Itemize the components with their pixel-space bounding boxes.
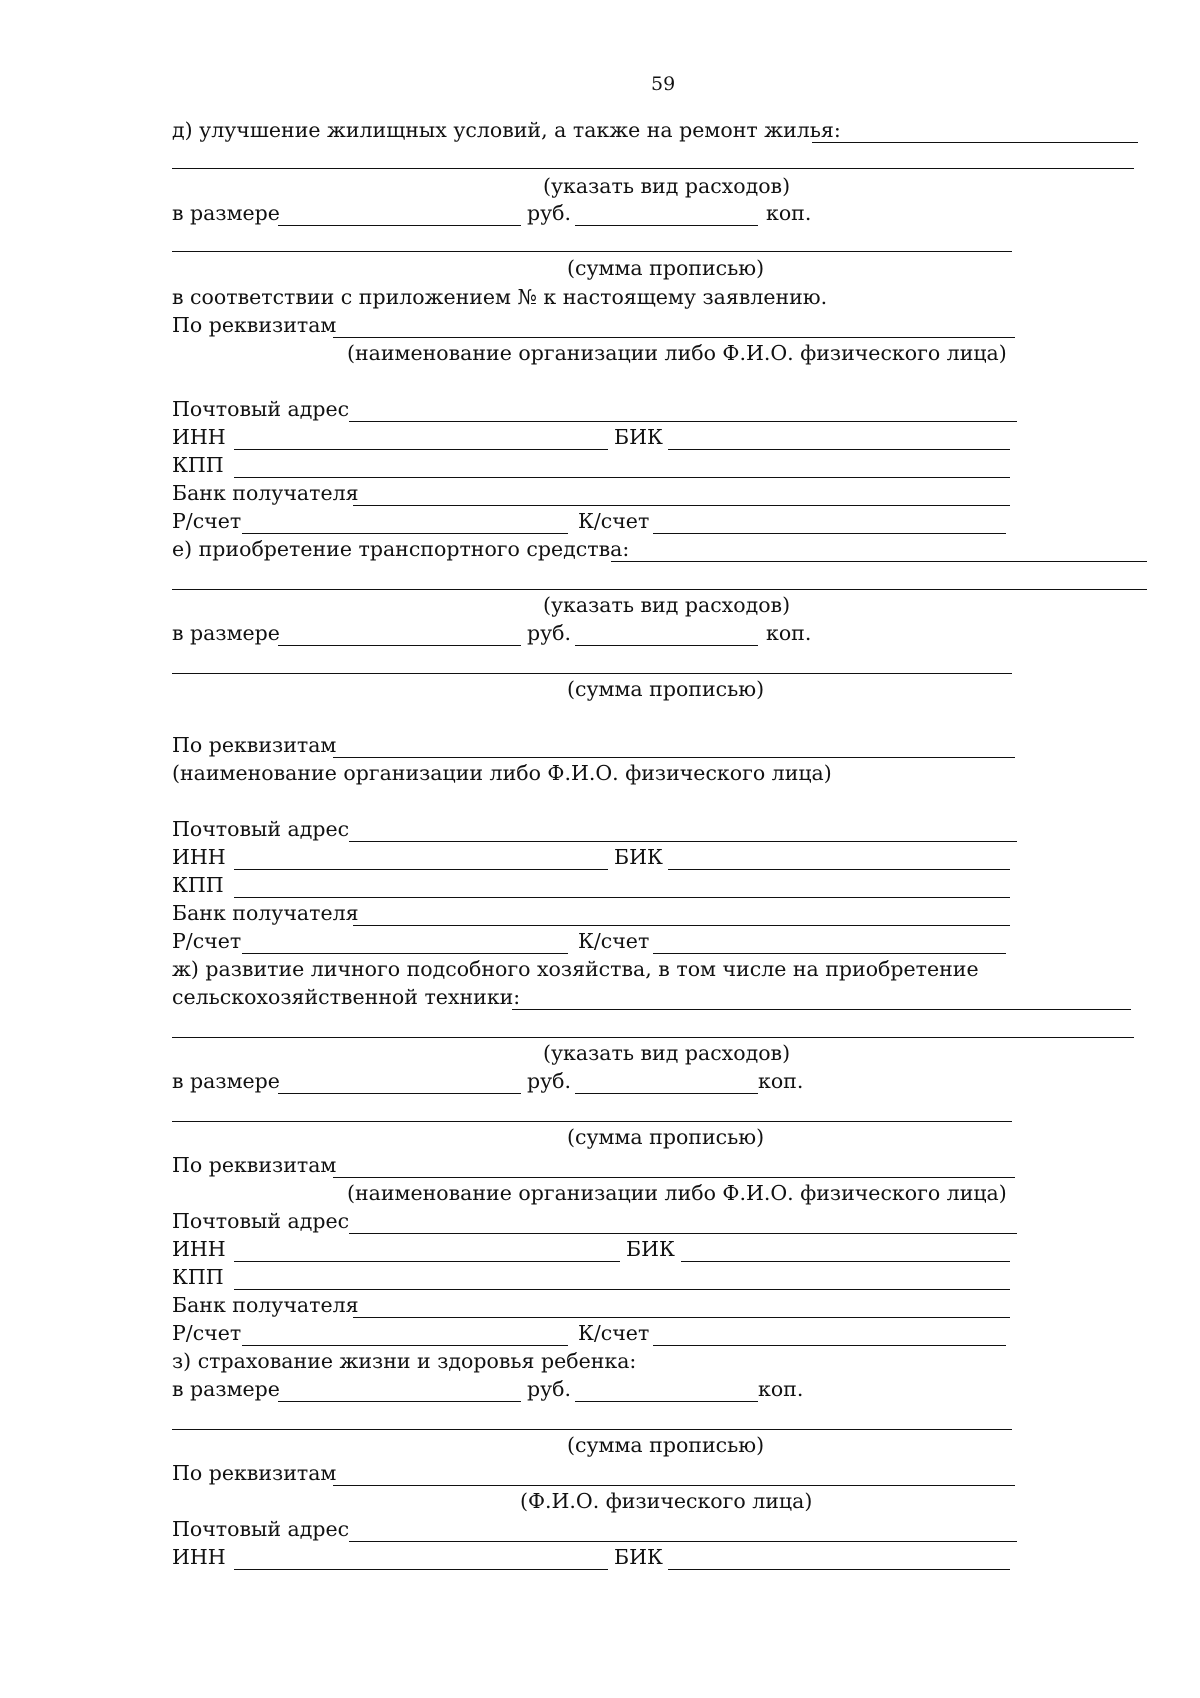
section-z-postal-field[interactable] (349, 1541, 1017, 1542)
section-e-rub-field[interactable] (278, 645, 521, 646)
section-d-requisites-caption: (наименование организации либо Ф.И.О. физического лица) (347, 341, 1007, 365)
section-d-bank-label: Банк получателя (172, 481, 359, 505)
section-d-expense-line-2[interactable] (172, 168, 1134, 169)
section-e-title: е) приобретение транспортного средства: (172, 537, 630, 561)
section-d-sum-line[interactable] (172, 251, 1012, 252)
page-number: 59 (651, 73, 676, 95)
section-d-bik-label: БИК (614, 425, 663, 449)
section-zh-kpp-label: КПП (172, 1265, 224, 1289)
section-zh-postal-label: Почтовый адрес (172, 1209, 350, 1233)
section-zh-corr-label: К/счет (578, 1321, 650, 1345)
section-d-title: д) улучшение жилищных условий, а также на ремонт жилья: (172, 118, 841, 142)
section-e-expense-line-1[interactable] (611, 561, 1147, 562)
section-d-corr-label: К/счет (578, 509, 650, 533)
section-e-expense-line-2[interactable] (172, 589, 1147, 590)
section-zh-requisites-field[interactable] (333, 1177, 1015, 1178)
section-e-kop-field[interactable] (575, 645, 758, 646)
section-zh-rub-field[interactable] (278, 1093, 521, 1094)
section-z-requisites-label: По реквизитам (172, 1461, 337, 1485)
section-e-sum-caption: (сумма прописью) (567, 677, 765, 701)
section-d-requisites-field[interactable] (333, 337, 1015, 338)
section-z-requisites-field[interactable] (333, 1485, 1015, 1486)
section-d-expense-caption: (указать вид расходов) (543, 174, 791, 198)
section-d-inn-field[interactable] (234, 449, 608, 450)
section-e-kpp-label: КПП (172, 873, 224, 897)
section-d-corr-field[interactable] (653, 533, 1006, 534)
section-zh-bank-field[interactable] (353, 1317, 1010, 1318)
section-e-account-label: Р/счет (172, 929, 242, 953)
section-e-account-field[interactable] (242, 953, 568, 954)
section-zh-kop-label: коп. (758, 1069, 804, 1093)
section-z-sum-caption: (сумма прописью) (567, 1433, 765, 1457)
section-e-bank-field[interactable] (353, 925, 1010, 926)
section-zh-kop-field[interactable] (575, 1093, 758, 1094)
section-d-account-field[interactable] (242, 533, 568, 534)
section-z-amount-label: в размере (172, 1377, 280, 1401)
section-z-sum-line[interactable] (172, 1429, 1012, 1430)
section-d-bank-field[interactable] (353, 505, 1010, 506)
section-zh-account-field[interactable] (242, 1345, 568, 1346)
section-d-requisites-label: По реквизитам (172, 313, 337, 337)
section-e-postal-label: Почтовый адрес (172, 817, 350, 841)
section-e-amount-label: в размере (172, 621, 280, 645)
section-d-inn-label: ИНН (172, 425, 226, 449)
section-e-expense-caption: (указать вид расходов) (543, 593, 791, 617)
section-zh-postal-field[interactable] (349, 1233, 1017, 1234)
section-d-postal-label: Почтовый адрес (172, 397, 350, 421)
section-d-amount-label: в размере (172, 201, 280, 225)
section-e-rub-label: руб. (527, 621, 572, 645)
section-d-rub-field[interactable] (278, 225, 521, 226)
section-d-account-label: Р/счет (172, 509, 242, 533)
section-e-postal-field[interactable] (349, 841, 1017, 842)
section-zh-title-line-1: ж) развитие личного подсобного хозяйства, в том числе на приобретение (172, 957, 979, 981)
section-zh-amount-label: в размере (172, 1069, 280, 1093)
section-e-kop-label: коп. (766, 621, 812, 645)
section-zh-inn-label: ИНН (172, 1237, 226, 1261)
section-z-kop-field[interactable] (575, 1401, 758, 1402)
section-e-corr-field[interactable] (653, 953, 1006, 954)
section-zh-sum-line[interactable] (172, 1121, 1012, 1122)
section-zh-title-line-2: сельскохозяйственной техники: (172, 985, 521, 1009)
section-d-sum-caption: (сумма прописью) (567, 256, 765, 280)
section-d-expense-line-1[interactable] (812, 142, 1138, 143)
section-zh-bik-field[interactable] (681, 1261, 1010, 1262)
section-zh-bik-label: БИК (626, 1237, 675, 1261)
section-zh-bank-label: Банк получателя (172, 1293, 359, 1317)
section-z-postal-label: Почтовый адрес (172, 1517, 350, 1541)
section-d-postal-field[interactable] (349, 421, 1017, 422)
section-zh-requisites-caption: (наименование организации либо Ф.И.О. физического лица) (347, 1181, 1007, 1205)
section-d-bik-field[interactable] (668, 449, 1010, 450)
section-z-bik-field[interactable] (668, 1569, 1010, 1570)
section-e-sum-line[interactable] (172, 673, 1012, 674)
section-e-requisites-caption: (наименование организации либо Ф.И.О. физического лица) (172, 761, 832, 785)
section-zh-requisites-label: По реквизитам (172, 1153, 337, 1177)
section-e-bik-label: БИК (614, 845, 663, 869)
section-d-kop-label: коп. (766, 201, 812, 225)
section-e-bik-field[interactable] (668, 869, 1010, 870)
section-d-kpp-field[interactable] (234, 477, 1010, 478)
section-e-bank-label: Банк получателя (172, 901, 359, 925)
section-z-rub-field[interactable] (278, 1401, 521, 1402)
section-e-requisites-label: По реквизитам (172, 733, 337, 757)
section-zh-expense-line-1[interactable] (512, 1009, 1131, 1010)
section-e-inn-label: ИНН (172, 845, 226, 869)
section-d-kpp-label: КПП (172, 453, 224, 477)
section-d-annex-note: в соответствии с приложением № к настоящему заявлению. (172, 285, 828, 309)
section-z-kop-label: коп. (758, 1377, 804, 1401)
section-e-corr-label: К/счет (578, 929, 650, 953)
section-zh-sum-caption: (сумма прописью) (567, 1125, 765, 1149)
section-z-title: з) страхование жизни и здоровья ребенка: (172, 1349, 637, 1373)
section-zh-account-label: Р/счет (172, 1321, 242, 1345)
section-d-kop-field[interactable] (575, 225, 758, 226)
section-z-inn-label: ИНН (172, 1545, 226, 1569)
section-d-rub-label: руб. (527, 201, 572, 225)
section-z-rub-label: руб. (527, 1377, 572, 1401)
section-e-inn-field[interactable] (234, 869, 608, 870)
section-e-requisites-field[interactable] (333, 757, 1015, 758)
section-z-requisites-caption: (Ф.И.О. физического лица) (520, 1489, 813, 1513)
section-e-kpp-field[interactable] (234, 897, 1010, 898)
section-zh-inn-field[interactable] (234, 1261, 620, 1262)
section-zh-rub-label: руб. (527, 1069, 572, 1093)
section-zh-kpp-field[interactable] (234, 1289, 1010, 1290)
section-zh-expense-caption: (указать вид расходов) (543, 1041, 791, 1065)
section-zh-corr-field[interactable] (653, 1345, 1006, 1346)
section-z-bik-label: БИК (614, 1545, 663, 1569)
section-zh-expense-line-2[interactable] (172, 1037, 1134, 1038)
section-z-inn-field[interactable] (234, 1569, 608, 1570)
